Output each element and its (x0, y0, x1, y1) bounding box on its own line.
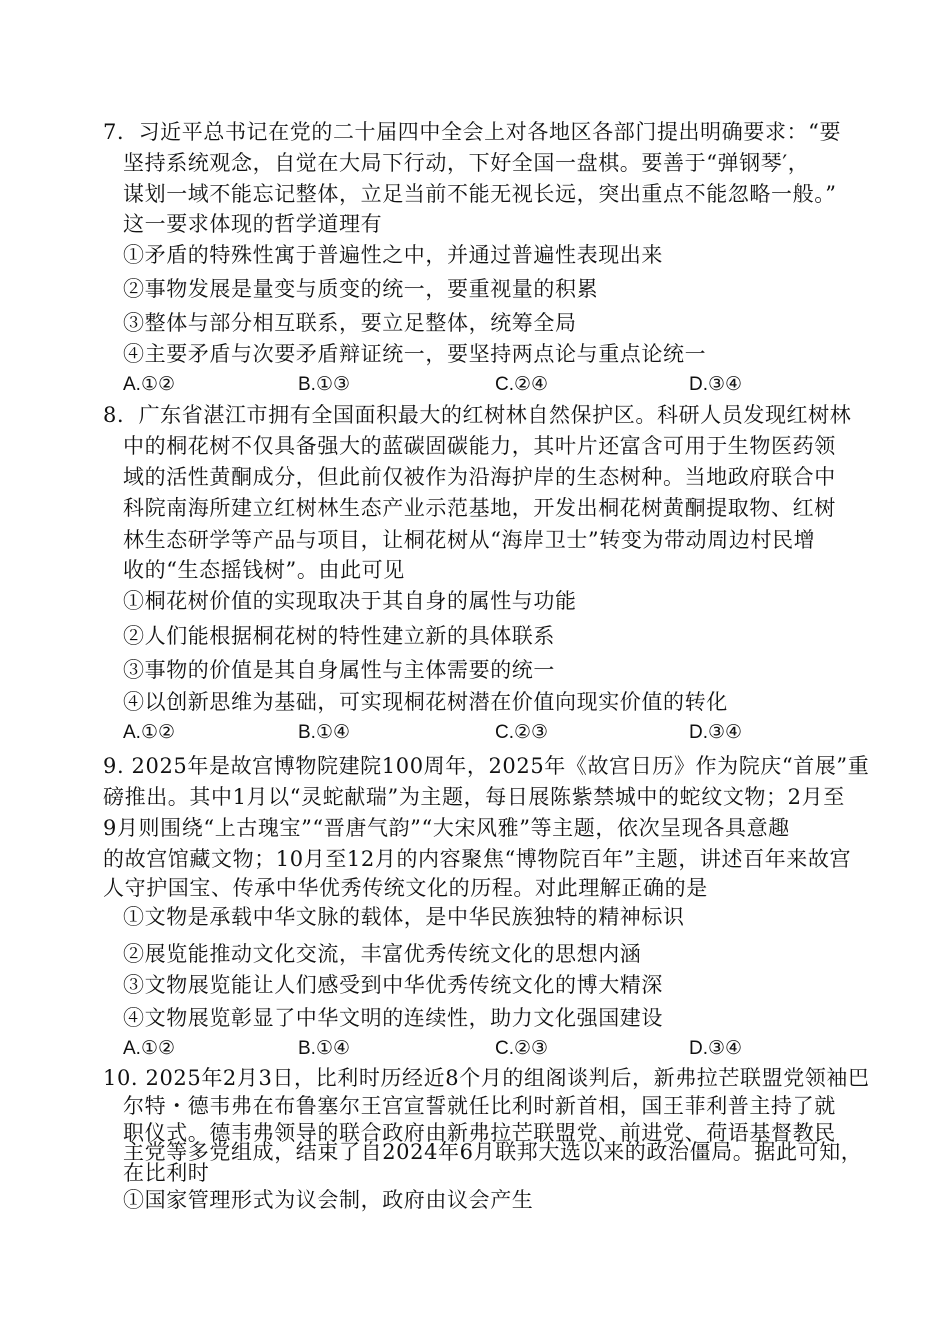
question-9-option-3: ③文物展览能让人们感受到中华优秀传统文化的博大精深 (123, 973, 663, 997)
question-7-line-3: 谋划一域不能忘记整体，立足当前不能无视长远，突出重点不能忽略一般。” (123, 182, 837, 206)
question-8-line-5: 林生态研学等产品与项目，让桐花树从“海岸卫士”转变为带动周边村民增 (123, 528, 816, 552)
question-8-line-3: 域的活性黄酮成分，但此前仅被作为沿海护岸的生态树种。当地政府联合中 (123, 465, 836, 489)
question-8-line-1: 8．广东省湛江市拥有全国面积最大的红树林自然保护区。科研人员发现红树林 (103, 403, 852, 427)
question-10-number: 10. (103, 1066, 139, 1090)
choice-b: B.①③ (298, 374, 351, 395)
question-7-line-1: 7．习近平总书记在党的二十届四中全会上对各地区各部门提出明确要求：“要 (103, 120, 842, 144)
question-8-number: 8． (103, 403, 139, 427)
question-7-line-4: 这一要求体现的哲学道理有 (123, 212, 383, 236)
question-7-option-2: ②事物发展是量变与质变的统一，要重视量的积累 (123, 277, 599, 301)
question-9-line-2: 磅推出。其中1月以“灵蛇献瑞”为主题，每日展陈紫禁城中的蛇纹文物；2月至 (103, 785, 845, 809)
choice-d: D.③④ (689, 722, 743, 743)
choice-c: C.②③ (495, 722, 549, 743)
question-7-option-1: ①矛盾的特殊性寓于普遍性之中，并通过普遍性表现出来 (123, 243, 663, 267)
question-8-option-1: ①桐花树价值的实现取决于其自身的属性与功能 (123, 589, 577, 613)
question-7-option-4: ④主要矛盾与次要矛盾辩证统一，要坚持两点论与重点论统一 (123, 342, 707, 366)
choice-d: D.③④ (689, 374, 743, 395)
question-10-line-2: 尔特・德韦弗在布鲁塞尔王宫宣誓就任比利时新首相，国王菲利普主持了就 (123, 1094, 836, 1118)
question-8-option-2: ②人们能根据桐花树的特性建立新的具体联系 (123, 624, 555, 648)
question-8-line-2: 中的桐花树不仅具备强大的蓝碳固碳能力，其叶片还富含可用于生物医药领 (123, 434, 836, 458)
question-9-line-1: 9. 2025年是故宫博物院建院100周年，2025年《故宫日历》作为院庆“首展”重 (103, 754, 870, 778)
question-10-line-3: 职仪式。德韦弗领导的联合政府由新弗拉芒联盟党、前进党、荷语基督教民 (123, 1121, 836, 1145)
question-10-line-4: 主党等多党组成，结束了自2024年6月联邦大选以来的政治僵局。据此可知， (123, 1140, 863, 1164)
choice-a: A.①② (123, 1038, 176, 1059)
choice-a: A.①② (123, 722, 176, 743)
choice-d: D.③④ (689, 1038, 743, 1059)
choice-c: C.②④ (495, 374, 549, 395)
question-7-line-2: 坚持系统观念，自觉在大局下行动，下好全国一盘棋。要善于“弹钢琴′， (123, 151, 810, 175)
question-9-line-5: 人守护国宝、传承中华优秀传统文化的历程。对此理解正确的是 (103, 876, 708, 900)
question-9-line-3: 9月则围绕“上古瑰宝”“晋唐气韵”“大宋风雅”等主题，依次呈现各具意趣 (103, 816, 790, 840)
choice-b: B.①④ (298, 722, 351, 743)
question-7-option-3: ③整体与部分相互联系，要立足整体，统筹全局 (123, 311, 577, 335)
question-9-line-4: 的故宫馆藏文物；10月至12月的内容聚焦“博物院百年”主题，讲述百年来故宫 (103, 847, 852, 871)
choice-a: A.①② (123, 374, 176, 395)
choice-c: C.②③ (495, 1038, 549, 1059)
question-8-line-4: 科院南海所建立红树林生态产业示范基地，开发出桐花树黄酮提取物、红树 (123, 496, 836, 520)
question-10-line-5: 在比利时 (123, 1161, 210, 1185)
question-10-line-1: 10. 2025年2月3日，比利时历经近8个月的组阁谈判后，新弗拉芒联盟党领袖巴 (103, 1066, 870, 1090)
question-8-option-4: ④以创新思维为基础，可实现桐花树潜在价值向现实价值的转化 (123, 690, 728, 714)
question-8-line-6: 收的“生态摇钱树”。由此可见 (123, 558, 405, 582)
question-9-option-2: ②展览能推动文化交流，丰富优秀传统文化的思想内涵 (123, 942, 642, 966)
question-7-number: 7． (103, 120, 139, 144)
question-9-option-1: ①文物是承载中华文脉的载体，是中华民族独特的精神标识 (123, 905, 685, 929)
question-10-option-1: ①国家管理形式为议会制，政府由议会产生 (123, 1188, 534, 1212)
question-8-option-3: ③事物的价值是其自身属性与主体需要的统一 (123, 658, 555, 682)
question-9-number: 9. (103, 754, 125, 778)
question-9-option-4: ④文物展览彰显了中华文明的连续性，助力文化强国建设 (123, 1006, 663, 1030)
choice-b: B.①④ (298, 1038, 351, 1059)
